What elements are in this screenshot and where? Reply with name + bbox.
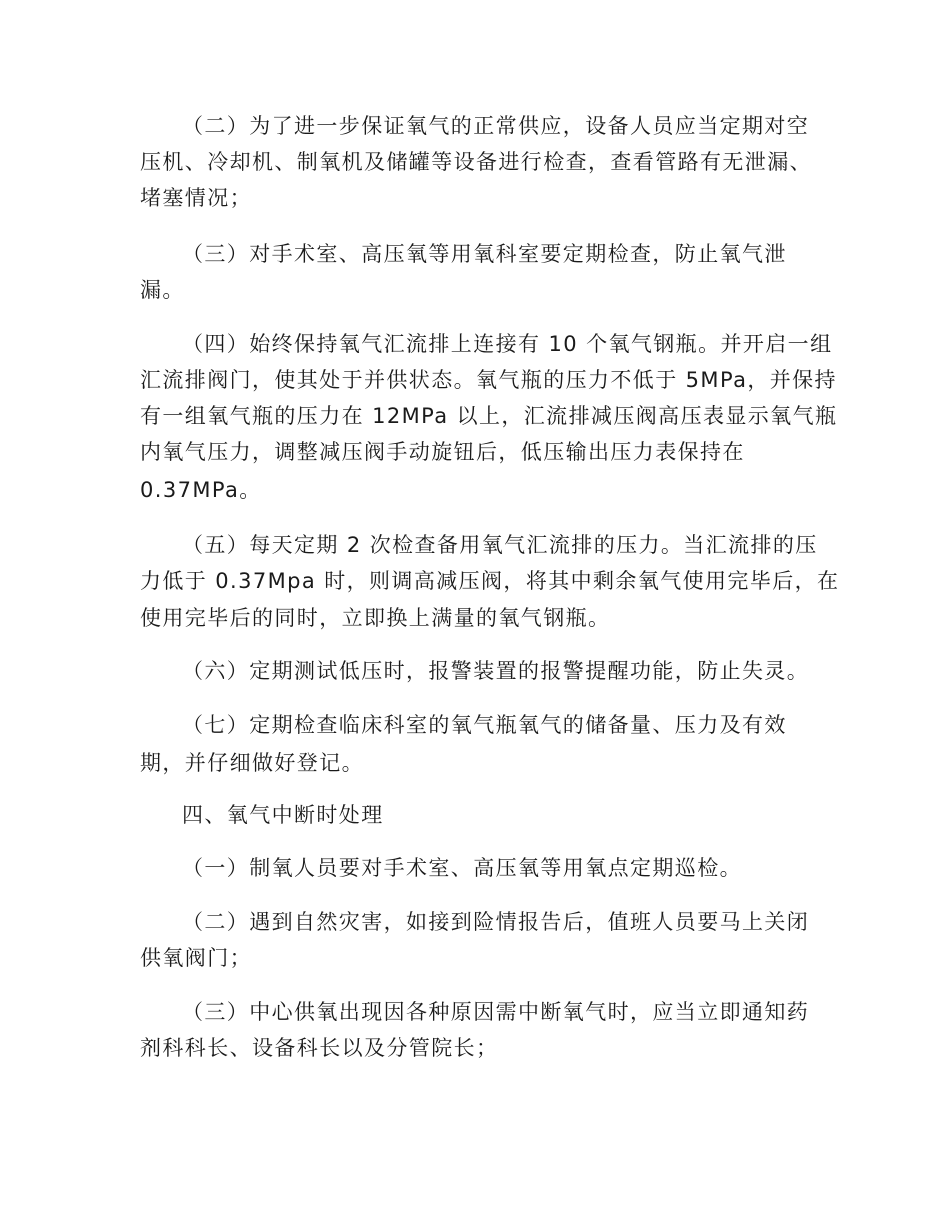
paragraph-line: 力低于 0.37Mpa 时，则调高减压阀，将其中剩余氧气使用完毕后，在 [140, 569, 840, 593]
paragraph-line: 堵塞情况； [140, 186, 252, 210]
paragraph-line: （四）始终保持氧气汇流排上连接有 10 个氧气钢瓶。并开启一组 [182, 332, 833, 356]
paragraph-line: （六）定期测试低压时，报警装置的报警提醒功能，防止失灵。 [182, 659, 810, 683]
paragraph-line: 内氧气压力，调整减压阀手动旋钮后，低压输出压力表保持在 [140, 440, 745, 464]
paragraph-line: （三）对手术室、高压氧等用氧科室要定期检查，防止氧气泄 [182, 242, 787, 266]
paragraph-line: （二）为了进一步保证氧气的正常供应，设备人员应当定期对空 [182, 114, 810, 138]
paragraph-line: （七）定期检查临床科室的氧气瓶氧气的储备量、压力及有效 [182, 713, 787, 737]
paragraph-line: （五）每天定期 2 次检查备用氧气汇流排的压力。当汇流排的压 [182, 533, 818, 557]
paragraph-line: 0.37MPa。 [140, 478, 262, 502]
paragraph-line: （一）制氧人员要对手术室、高压氧等用氧点定期巡检。 [182, 856, 742, 880]
paragraph-line: 剂科科长、设备科长以及分管院长； [140, 1036, 499, 1060]
paragraph-line: 漏。 [140, 278, 185, 302]
paragraph-line: 期，并仔细做好登记。 [140, 751, 364, 775]
section-heading: 四、氧气中断时处理 [182, 803, 384, 827]
paragraph-line: 供氧阀门； [140, 946, 252, 970]
paragraph-line: 汇流排阀门，使其处于并供状态。氧气瓶的压力不低于 5MPa，并保持 [140, 368, 837, 392]
paragraph-line: 使用完毕后的同时，立即换上满量的氧气钢瓶。 [140, 606, 611, 630]
paragraph-line: 压机、冷却机、制氧机及储罐等设备进行检查，查看管路有无泄漏、 [140, 150, 812, 174]
paragraph-line: 有一组氧气瓶的压力在 12MPa 以上，汇流排减压阀高压表显示氧气瓶 [140, 404, 838, 428]
paragraph-line: （三）中心供氧出现因各种原因需中断氧气时，应当立即通知药 [182, 1000, 810, 1024]
paragraph-line: （二）遇到自然灾害，如接到险情报告后，值班人员要马上关闭 [182, 910, 810, 934]
